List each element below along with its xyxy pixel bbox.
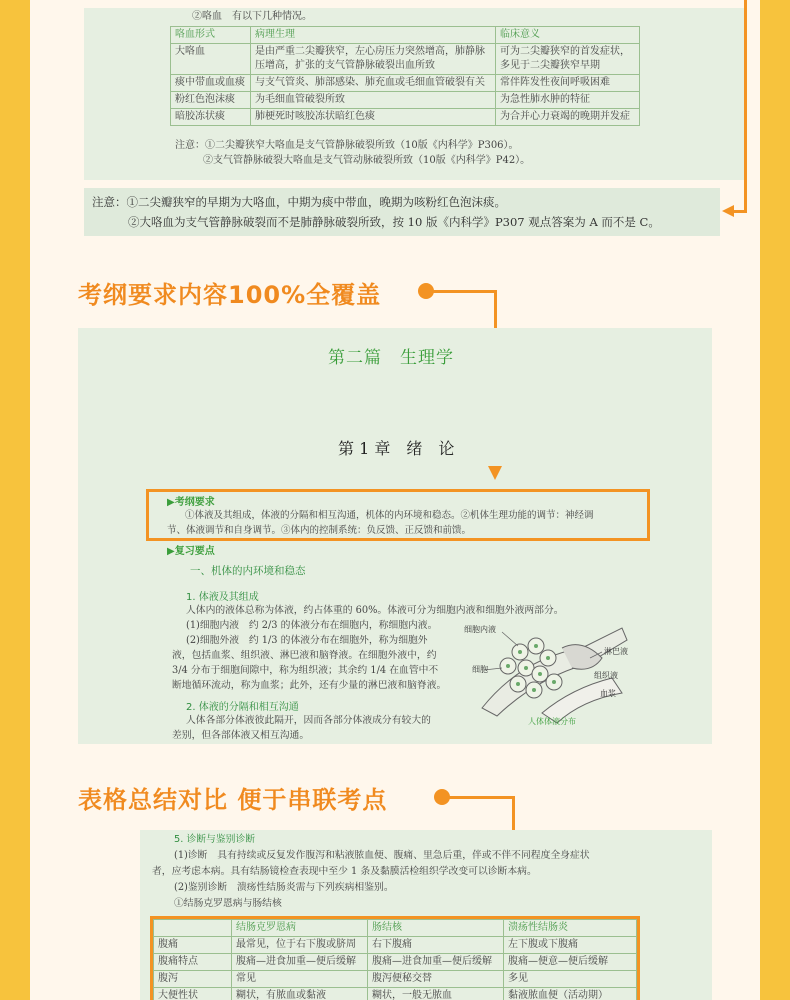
table-cell: 痰中带血或血痰 [171, 75, 251, 92]
hemoptysis-subtitle: ②咯血 有以下几种情况。 [192, 11, 312, 22]
table-row [171, 109, 640, 126]
paragraph: 人体内的液体总称为体液，约占体重的 60%。体液可分为细胞内液和细胞外液两部分。 [186, 605, 564, 616]
paragraph: 差别，但各部体液又相互沟通。 [172, 730, 310, 741]
table-cell: 大便性状 [154, 988, 232, 1000]
outline-line-1: ①体液及其组成，体液的分隔和相互沟通，机体的内环境和稳态。②机体生理功能的调节：神经调 [185, 510, 594, 521]
connector-line [744, 0, 747, 212]
diagnosis-heading: 5. 诊断与鉴别诊断 [174, 834, 256, 845]
table-cell: 糊状，有脓血或黏液 [232, 988, 368, 1000]
connector-line [733, 210, 747, 213]
table-row [154, 937, 637, 954]
header-cell: 临床意义 [496, 27, 640, 44]
table-header-row [154, 920, 637, 937]
header-cell [154, 920, 232, 937]
comparison-table [153, 919, 637, 1000]
paragraph: 断地循环流动，称为血浆；此外，还有少量的淋巴液和脑脊液。 [172, 680, 447, 691]
hemoptysis-table [170, 26, 640, 126]
table-cell: 腹痛—便意—便后缓解 [504, 954, 637, 971]
table-cell: 腹泻便秘交替 [368, 971, 504, 988]
note-line-2: ②大咯血为支气管静脉破裂而不是肺静脉破裂所致，按 10 版《内科学》P307 观点答案为 A 而不是 C。 [128, 215, 660, 229]
fig-label-plasma: 血浆 [600, 689, 616, 698]
table-cell: 腹痛 [154, 937, 232, 954]
connector-arrow-icon [722, 205, 734, 217]
inner-note [175, 138, 635, 168]
chapter-title: 第 1 章 绪 论 [338, 439, 455, 458]
table-cell: 腹痛—进食加重—便后缓解 [368, 954, 504, 971]
outline-line-2: 节、体液调节和自身调节。③体内的控制系统：负反馈、正反馈和前馈。 [167, 525, 472, 536]
outline-text [167, 508, 647, 538]
part-title: 第二篇 生理学 [328, 348, 454, 368]
table-row [171, 44, 640, 75]
table-cell: 是由严重二尖瓣狭窄，左心房压力突然增高，肺静脉压增高，扩张的支气管静脉破裂出血所致 [251, 44, 496, 75]
paragraph: (1)细胞内液 约 2/3 的体液分布在细胞内，称细胞内液。 [186, 620, 438, 631]
table-cell: 大咯血 [171, 44, 251, 75]
header-cell: 溃疡性结肠炎 [504, 920, 637, 937]
table-cell: 腹痛—进食加重—便后缓解 [232, 954, 368, 971]
header-cell: 肠结核 [368, 920, 504, 937]
fig-label-lymph: 淋巴液 [604, 647, 628, 656]
table-cell: 右下腹痛 [368, 937, 504, 954]
table-row [154, 988, 637, 1000]
table-cell: 与支气管炎、肺部感染、肺充血或毛细血管破裂有关 [251, 75, 496, 92]
connector-line [430, 290, 496, 293]
subsection-title: 一、机体的内环境和稳态 [190, 565, 306, 577]
connector-line [446, 796, 514, 799]
table-row [154, 954, 637, 971]
inner-note-line-2: ②支气管静脉破裂大咯血是支气管动脉破裂所致（10版《内科学》P42）。 [203, 155, 531, 166]
table-cell: 暗胶冻状痰 [171, 109, 251, 126]
table-cell: 为毛细血管破裂所致 [251, 92, 496, 109]
note-line-1: 注意：①二尖瓣狭窄的早期为大咯血，中期为痰中带血，晚期为咳粉红色泡沫痰。 [92, 195, 506, 209]
fig-label-cell: 细胞 [472, 665, 488, 674]
item-title: 2. 体液的分隔和相互沟通 [186, 702, 299, 713]
paragraph: (1)诊断 具有持续或反复发作腹泻和粘液脓血便、腹痛、里急后重，伴或不伴不同程度全身症状 [174, 850, 590, 861]
paragraph: ①结肠克罗恩病与肠结核 [174, 898, 282, 909]
fig-label-tissue-fluid: 组织液 [594, 671, 618, 680]
table-cell: 为急性肺水肿的特征 [496, 92, 640, 109]
table-row [171, 92, 640, 109]
header-cell: 结肠克罗恩病 [232, 920, 368, 937]
outline-label: ▶考纲要求 [167, 497, 215, 508]
figure-caption: 人体体液分布 [528, 717, 576, 726]
table-cell: 常伴阵发性夜间呼吸困难 [496, 75, 640, 92]
inner-note-line-1: 注意：①二尖瓣狭窄大咯血是支气管静脉破裂所致（10版《内科学》P306）。 [175, 140, 519, 151]
table-cell: 为合并心力衰竭的晚期并发症 [496, 109, 640, 126]
header-cell: 病理生理 [251, 27, 496, 44]
table-header-row [171, 27, 640, 44]
table-cell: 左下腹或下腹痛 [504, 937, 637, 954]
diagnosis-text [152, 832, 712, 912]
table-cell: 黏液脓血便（活动期） [504, 988, 637, 1000]
table-cell: 常见 [232, 971, 368, 988]
body-text [172, 603, 564, 693]
table-cell: 最常见，位于右下腹或脐周 [232, 937, 368, 954]
table-cell: 多见 [504, 971, 637, 988]
section-heading-tables: 表格总结对比 便于串联考点 [78, 786, 388, 814]
table-row [154, 971, 637, 988]
table-cell: 糊状，一般无脓血 [368, 988, 504, 1000]
paragraph: (2)鉴别诊断 溃疡性结肠炎需与下列疾病相鉴别。 [174, 882, 394, 893]
paragraph: (2)细胞外液 约 1/3 的体液分布在细胞外，称为细胞外 [186, 635, 428, 646]
body-text [172, 713, 431, 743]
table-cell: 腹痛特点 [154, 954, 232, 971]
note-text [92, 192, 722, 232]
table-cell: 粉红色泡沫痰 [171, 92, 251, 109]
item-title: 1. 体液及其组成 [186, 592, 259, 603]
paragraph: 人体各部分体液彼此隔开，因而各部分体液成分有较大的 [186, 715, 431, 726]
header-cell: 咯血形式 [171, 27, 251, 44]
table-cell: 肺梗死时咳胶冻状暗红色痰 [251, 109, 496, 126]
paragraph: 3/4 分布于细胞间隙中，称为组织液；其余约 1/4 在血管中不 [172, 665, 439, 676]
table-cell: 腹泻 [154, 971, 232, 988]
table-row [171, 75, 640, 92]
section-heading-coverage: 考纲要求内容100%全覆盖 [78, 281, 382, 309]
paragraph: 液，包括血浆、组织液、淋巴液和脑脊液。在细胞外液中，约 [172, 650, 437, 661]
paragraph: 者，应考虑本病。具有结肠镜检查表现中至少 1 条及黏膜活检组织学改变可以诊断本病。 [152, 866, 537, 877]
review-label: ▶复习要点 [167, 546, 215, 557]
connector-arrow-icon [488, 466, 502, 480]
table-cell: 可为二尖瓣狭窄的首发症状，多见于二尖瓣狭窄早期 [496, 44, 640, 75]
fig-label-cell-fluid: 细胞内液 [464, 625, 496, 634]
